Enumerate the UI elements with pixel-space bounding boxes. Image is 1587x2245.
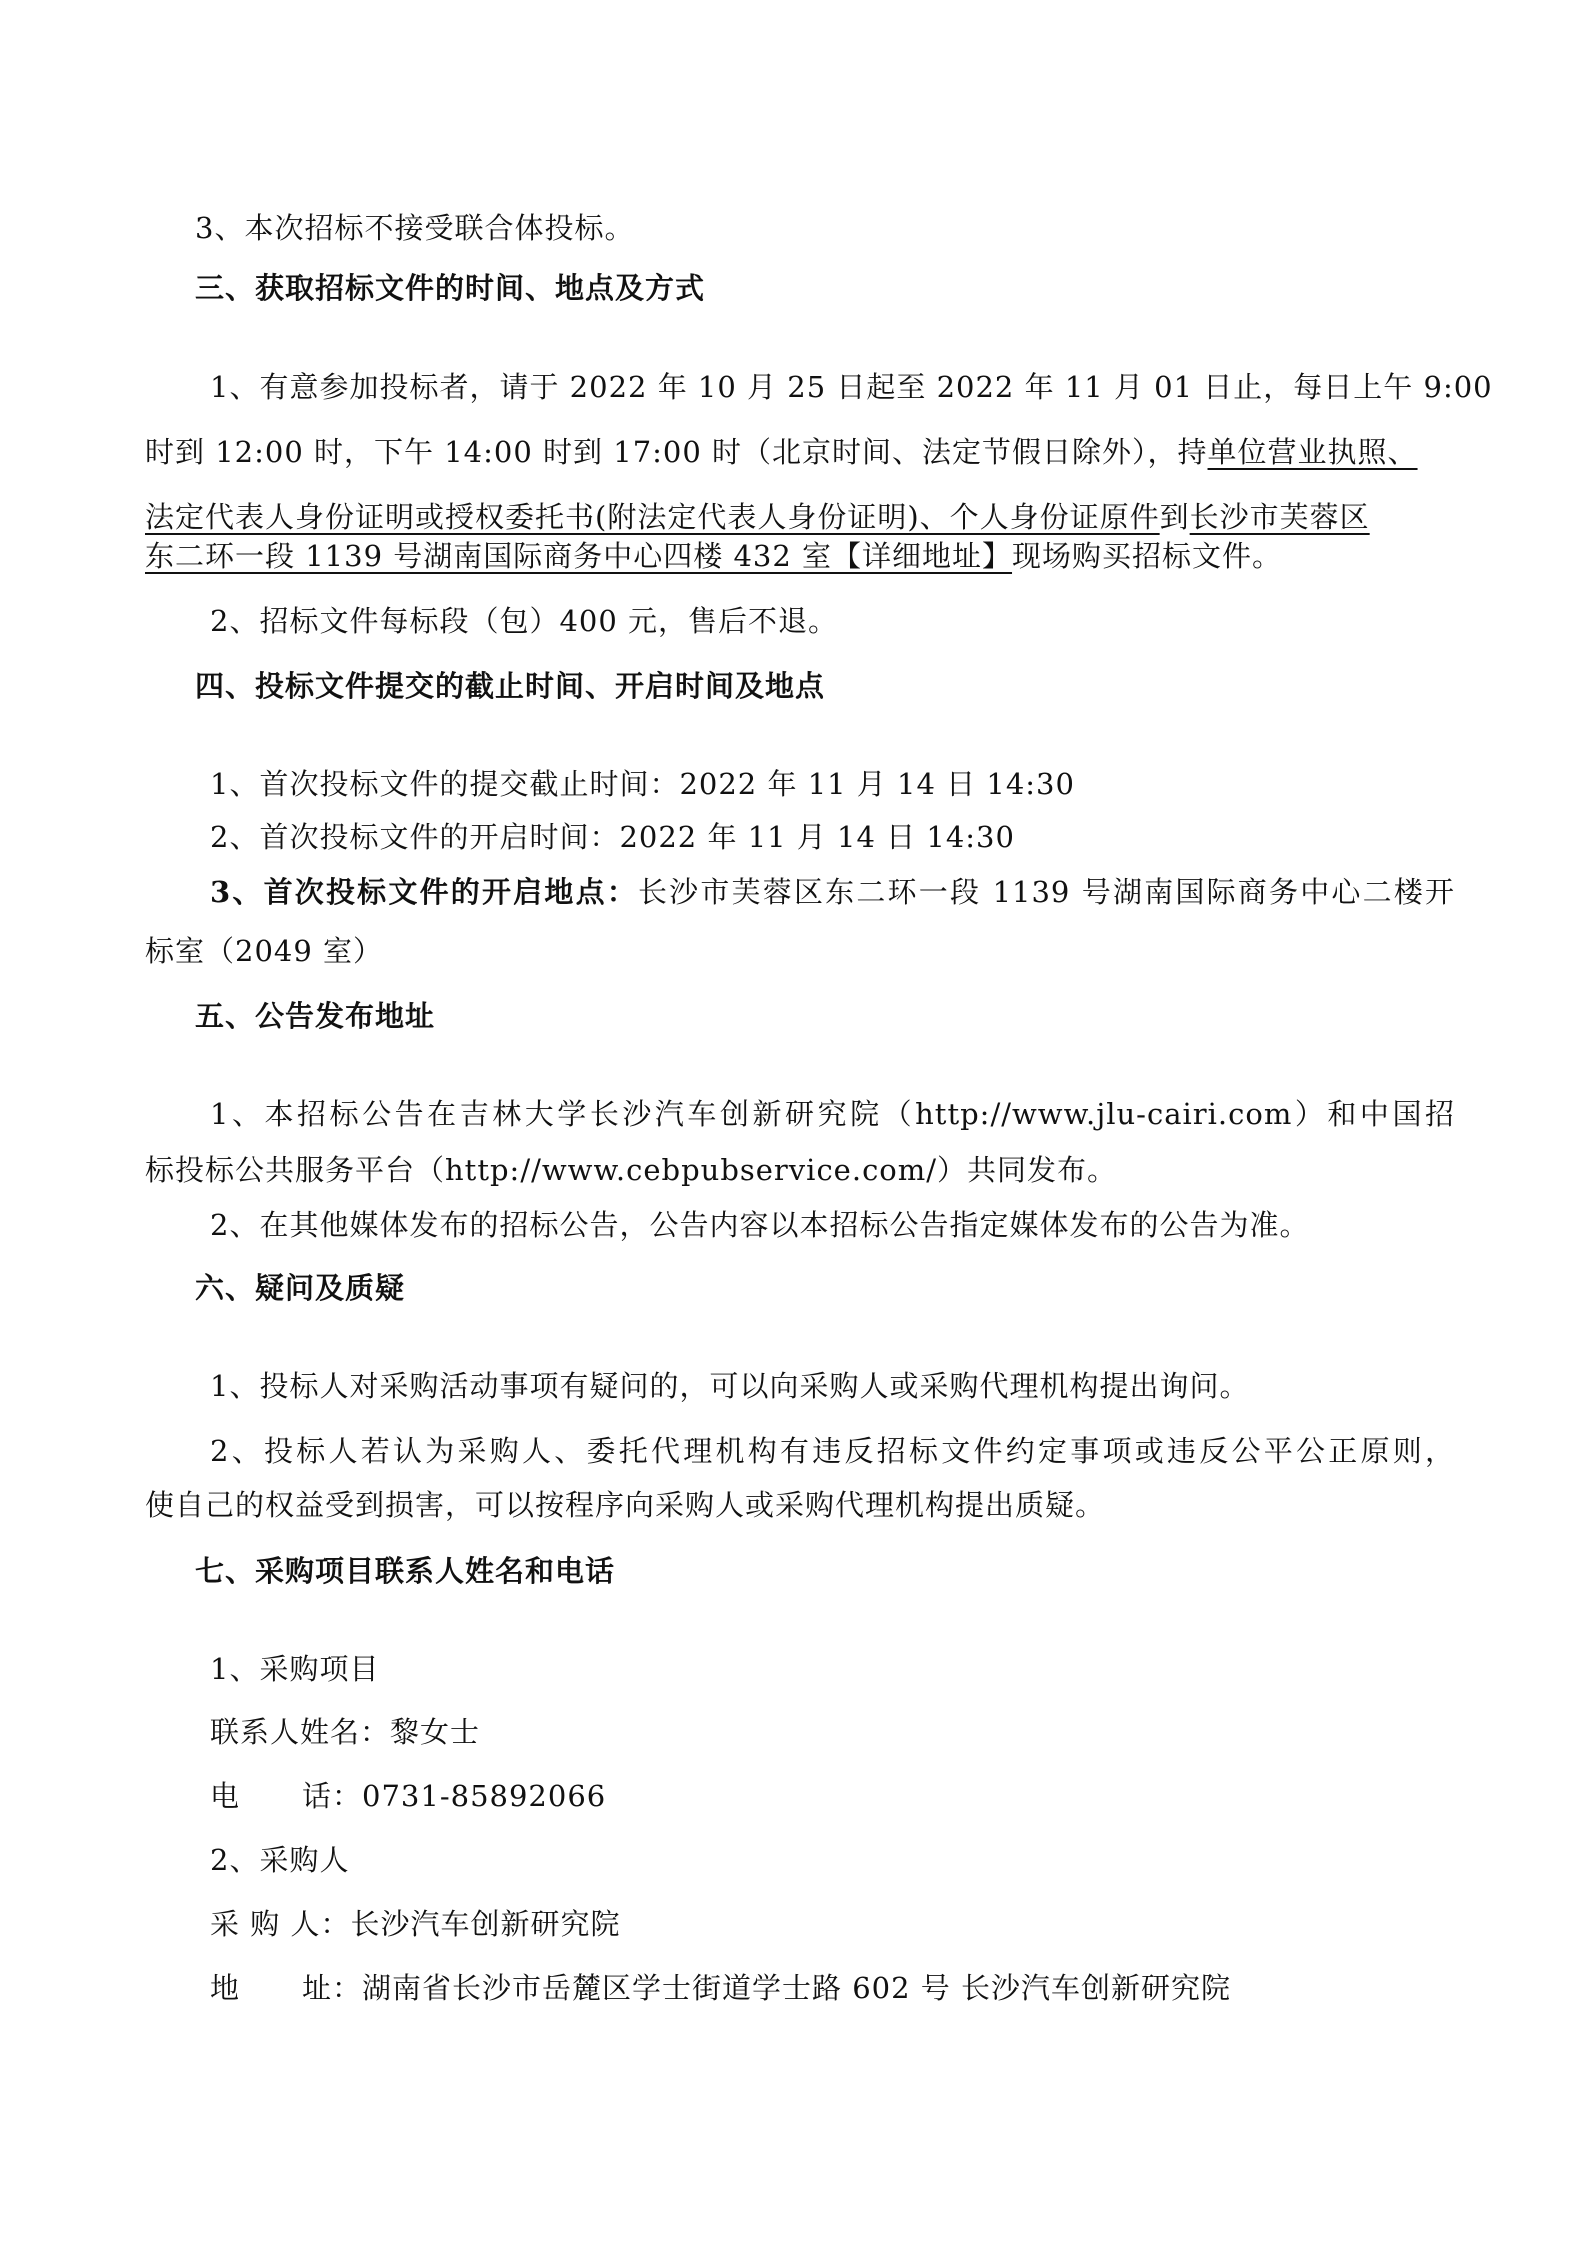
section3-item1-line4 — [145, 536, 1282, 576]
section3-item1-line2 — [145, 432, 1418, 472]
section4-item3-line2: 标室（2049 室） — [145, 934, 384, 968]
detailed-address-underlined: 东二环一段 1139 号湖南国际商务中心四楼 432 室【详细地址】 — [145, 539, 1013, 573]
section3-item1-line4-text: 现场购买招标文件。 — [1012, 539, 1283, 573]
address-label-part1: 地 — [210, 1971, 241, 2005]
address-row — [210, 1968, 1231, 2008]
contact-name-label: 联系人姓名： — [210, 1715, 391, 1749]
address-label-part2: 址： — [302, 1971, 363, 2005]
purchaser-row — [210, 1904, 620, 1944]
section2-item3: 3、本次招标不接受联合体投标。 — [195, 211, 635, 245]
address-start-underlined: 长沙市芙蓉区 — [1189, 500, 1370, 534]
section3-item2: 2、招标文件每标段（包）400 元，售后不退。 — [210, 604, 839, 638]
phone-label-part1: 电 — [210, 1779, 241, 1813]
section3-item1-line3-mid: 到 — [1159, 500, 1190, 534]
section4-item1: 1、首次投标文件的提交截止时间：2022 年 11 月 14 日 14:30 — [210, 767, 1075, 801]
phone-value: 0731-85892066 — [362, 1779, 607, 1813]
section5-item2: 2、在其他媒体发布的招标公告，公告内容以本招标公告指定媒体发布的公告为准。 — [210, 1208, 1310, 1242]
section4-item2: 2、首次投标文件的开启时间：2022 年 11 月 14 日 14:30 — [210, 820, 1015, 854]
section4-heading: 四、投标文件提交的截止时间、开启时间及地点 — [195, 669, 826, 703]
address-value: 湖南省长沙市岳麓区学士街道学士路 602 号 长沙汽车创新研究院 — [362, 1971, 1232, 2005]
section6-item2-line2: 使自己的权益受到损害，可以按程序向采购人或采购代理机构提出质疑。 — [145, 1488, 1106, 1522]
phone-label-part2: 话： — [302, 1779, 363, 1813]
section3-item1-line2-text: 时到 12:00 时，下午 14:00 时到 17:00 时（北京时间、法定节假日除外），持 — [145, 435, 1208, 469]
section7-item2: 2、采购人 — [210, 1843, 350, 1877]
section6-item2-line1: 2、投标人若认为采购人、委托代理机构有违反招标文件约定事项或违反公平公正原则， — [210, 1434, 1455, 1468]
contact-name-row — [210, 1712, 480, 1752]
purchaser-value: 长沙汽车创新研究院 — [350, 1907, 621, 1941]
section7-heading: 七、采购项目联系人姓名和电话 — [195, 1554, 616, 1588]
section5-item1-line1: 1、本招标公告在吉林大学长沙汽车创新研究院（http://www.jlu-cairi.com）和中国招 — [210, 1097, 1455, 1131]
section3-item1-line1: 1、有意参加投标者，请于 2022 年 10 月 25 日起至 2022 年 11 月 01 日止，每日上午 9:00 — [210, 370, 1493, 404]
section5-item1-line2: 标投标公共服务平台（http://www.cebpubservice.com/）共同发布。 — [145, 1153, 1118, 1187]
section6-item1: 1、投标人对采购活动事项有疑问的，可以向采购人或采购代理机构提出询问。 — [210, 1369, 1250, 1403]
section5-heading: 五、公告发布地址 — [195, 999, 436, 1033]
section7-item1: 1、采购项目 — [210, 1652, 380, 1686]
section3-heading: 三、获取招标文件的时间、地点及方式 — [195, 271, 706, 305]
business-license-underlined: 单位营业执照、 — [1207, 435, 1418, 469]
required-documents-underlined: 法定代表人身份证明或授权委托书(附法定代表人身份证明)、个人身份证原件 — [145, 500, 1160, 534]
phone-row — [210, 1776, 606, 1816]
contact-name-value: 黎女士 — [390, 1715, 481, 1749]
purchaser-label: 采 购 人： — [210, 1907, 351, 1941]
section3-item1-line3 — [145, 497, 1370, 537]
section6-heading: 六、疑问及质疑 — [195, 1271, 406, 1305]
section4-item3-line1 — [210, 872, 1455, 912]
opening-location-label: 3、首次投标文件的开启地点： — [210, 875, 638, 909]
opening-location-value: 长沙市芙蓉区东二环一段 1139 号湖南国际商务中心二楼开 — [637, 875, 1455, 909]
